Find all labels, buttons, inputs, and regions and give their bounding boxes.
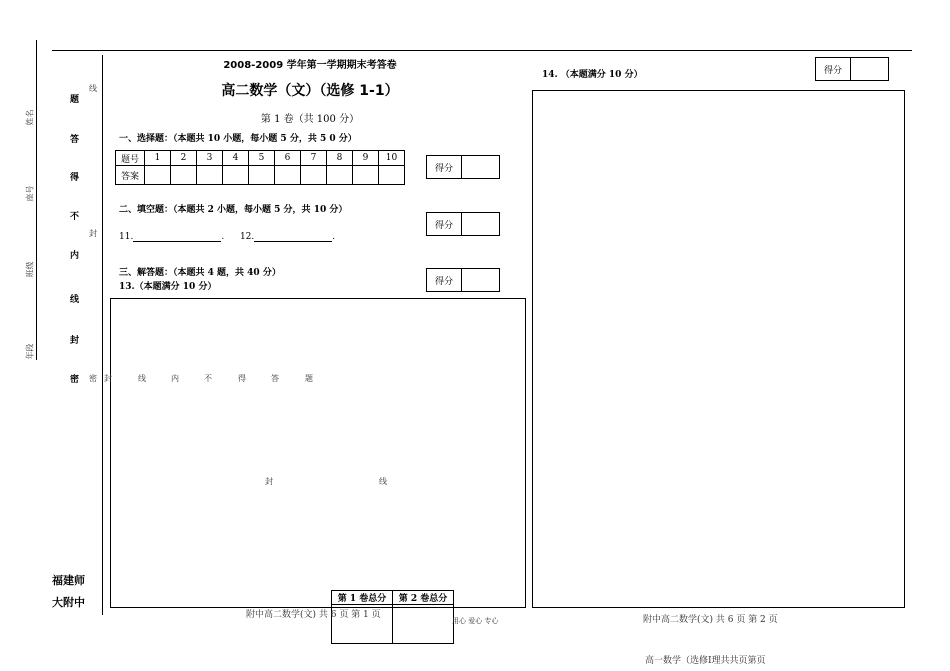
volume-title: 第 1 卷（共 100 分） bbox=[260, 114, 360, 125]
score-input[interactable] bbox=[462, 269, 499, 291]
seal-char-da: 答 bbox=[70, 135, 80, 145]
answer-cell-10[interactable] bbox=[379, 166, 405, 185]
seal-side-xian: 线 bbox=[89, 84, 97, 93]
answer-cell-3[interactable] bbox=[197, 166, 223, 185]
blank-11-label: 11. bbox=[119, 232, 134, 242]
table-row bbox=[332, 591, 454, 605]
score-label: 得分 bbox=[816, 58, 851, 80]
table-cell: 1 bbox=[145, 151, 171, 166]
blank-11-input[interactable] bbox=[133, 231, 221, 242]
table-cell: 9 bbox=[353, 151, 379, 166]
table-cell: 2 bbox=[171, 151, 197, 166]
blank-12-label: 12. bbox=[239, 232, 255, 242]
seal-row-char: 内 bbox=[171, 374, 179, 383]
question-13-heading: 13.（本题满分 10 分） bbox=[119, 282, 217, 292]
seal-char-xian: 线 bbox=[70, 295, 80, 305]
table-cell: 答案 bbox=[116, 166, 145, 185]
table-row bbox=[116, 151, 405, 166]
score-box-q13 bbox=[426, 268, 500, 292]
section1-heading: 一、选择题：（本题共 10 小题，每小题 5 分，共 5 0 分） bbox=[119, 134, 357, 144]
seal-line bbox=[102, 55, 103, 615]
table-cell: 4 bbox=[223, 151, 249, 166]
blank-12-input[interactable] bbox=[254, 231, 332, 242]
seal-side-feng: 封 bbox=[89, 229, 97, 238]
score-box-section2 bbox=[426, 212, 500, 236]
fill-blank-row bbox=[119, 231, 335, 242]
answer-area-q13[interactable] bbox=[110, 298, 526, 608]
blank-11-end: . bbox=[221, 232, 225, 242]
exam-year-title: 2008-2009 学年第一学期期末考答卷 bbox=[223, 60, 397, 71]
seal-row-char: 题 bbox=[305, 374, 313, 383]
motto: 用心 爱心 专心 bbox=[452, 617, 499, 625]
class-field-label: 班级 bbox=[25, 261, 35, 278]
seal-row-char: 封 bbox=[104, 374, 112, 383]
table-cell: 5 bbox=[249, 151, 275, 166]
seal-row-char: 不 bbox=[204, 374, 212, 383]
score-label: 得分 bbox=[427, 269, 462, 291]
table-cell: 6 bbox=[275, 151, 301, 166]
left-page-footer: 附中高二数学(文) 共 6 页 第 1 页 bbox=[246, 610, 381, 620]
seal-row-char: 得 bbox=[238, 374, 246, 383]
score-label: 得分 bbox=[427, 213, 462, 235]
answer-cell-4[interactable] bbox=[223, 166, 249, 185]
grade-field-label: 年段 bbox=[25, 343, 35, 360]
seal-char-feng: 封 bbox=[70, 336, 80, 346]
school-name-line2: 大附中 bbox=[52, 596, 85, 609]
table-cell: 3 bbox=[197, 151, 223, 166]
answer-area-q14[interactable] bbox=[532, 90, 905, 608]
answer-cell-9[interactable] bbox=[353, 166, 379, 185]
score-input[interactable] bbox=[462, 213, 499, 235]
answer-cell-1[interactable] bbox=[145, 166, 171, 185]
answer-cell-7[interactable] bbox=[301, 166, 327, 185]
answer-cell-6[interactable] bbox=[275, 166, 301, 185]
answer-cell-8[interactable] bbox=[327, 166, 353, 185]
table-row bbox=[116, 166, 405, 185]
table-cell: 7 bbox=[301, 151, 327, 166]
seal-side-mi: 密 bbox=[89, 374, 97, 383]
bottom-overlap-text: 高一数学（选修Ⅰ理共共页第页 bbox=[645, 656, 766, 666]
seal-mid-feng: 封 bbox=[265, 477, 273, 486]
total-header-2: 第 2 卷总分 bbox=[393, 591, 454, 605]
table-cell: 题号 bbox=[116, 151, 145, 166]
seat-field-label: 座号 bbox=[25, 185, 35, 202]
total-score-2[interactable] bbox=[393, 605, 454, 644]
seal-char-de: 得 bbox=[70, 173, 80, 183]
section2-heading: 二、填空题：（本题共 2 小题，每小题 5 分，共 10 分） bbox=[119, 205, 348, 215]
total-header-1: 第 1 卷总分 bbox=[332, 591, 393, 605]
school-name-line1: 福建师 bbox=[52, 574, 85, 587]
seal-char-ti: 题 bbox=[70, 95, 80, 105]
answer-cell-2[interactable] bbox=[171, 166, 197, 185]
score-box-q14 bbox=[815, 57, 889, 81]
top-rule bbox=[52, 50, 912, 51]
question-14-heading: 14. （本题满分 10 分） bbox=[542, 70, 643, 80]
score-input[interactable] bbox=[851, 58, 888, 80]
table-cell: 10 bbox=[379, 151, 405, 166]
binding-margin-line bbox=[36, 40, 37, 360]
seal-char-bu: 不 bbox=[70, 212, 80, 222]
score-input[interactable] bbox=[462, 156, 499, 178]
name-field-label: 姓名 bbox=[25, 109, 35, 126]
answer-cell-5[interactable] bbox=[249, 166, 275, 185]
blank-12-end: . bbox=[332, 232, 336, 242]
seal-char-nei: 内 bbox=[70, 251, 80, 261]
subject-title: 高二数学（文）（选修 1-1） bbox=[221, 83, 399, 99]
seal-char-mi: 密 bbox=[70, 375, 80, 385]
table-cell: 8 bbox=[327, 151, 353, 166]
seal-mid-xian: 线 bbox=[379, 477, 387, 486]
seal-row-char: 答 bbox=[271, 374, 279, 383]
answer-table bbox=[115, 150, 405, 185]
score-box-section1 bbox=[426, 155, 500, 179]
score-label: 得分 bbox=[427, 156, 462, 178]
section3-heading: 三、解答题：（本题共 4 题，共 40 分） bbox=[119, 268, 281, 278]
seal-row-char: 线 bbox=[138, 374, 146, 383]
right-page-footer: 附中高二数学(文) 共 6 页 第 2 页 bbox=[643, 615, 778, 625]
